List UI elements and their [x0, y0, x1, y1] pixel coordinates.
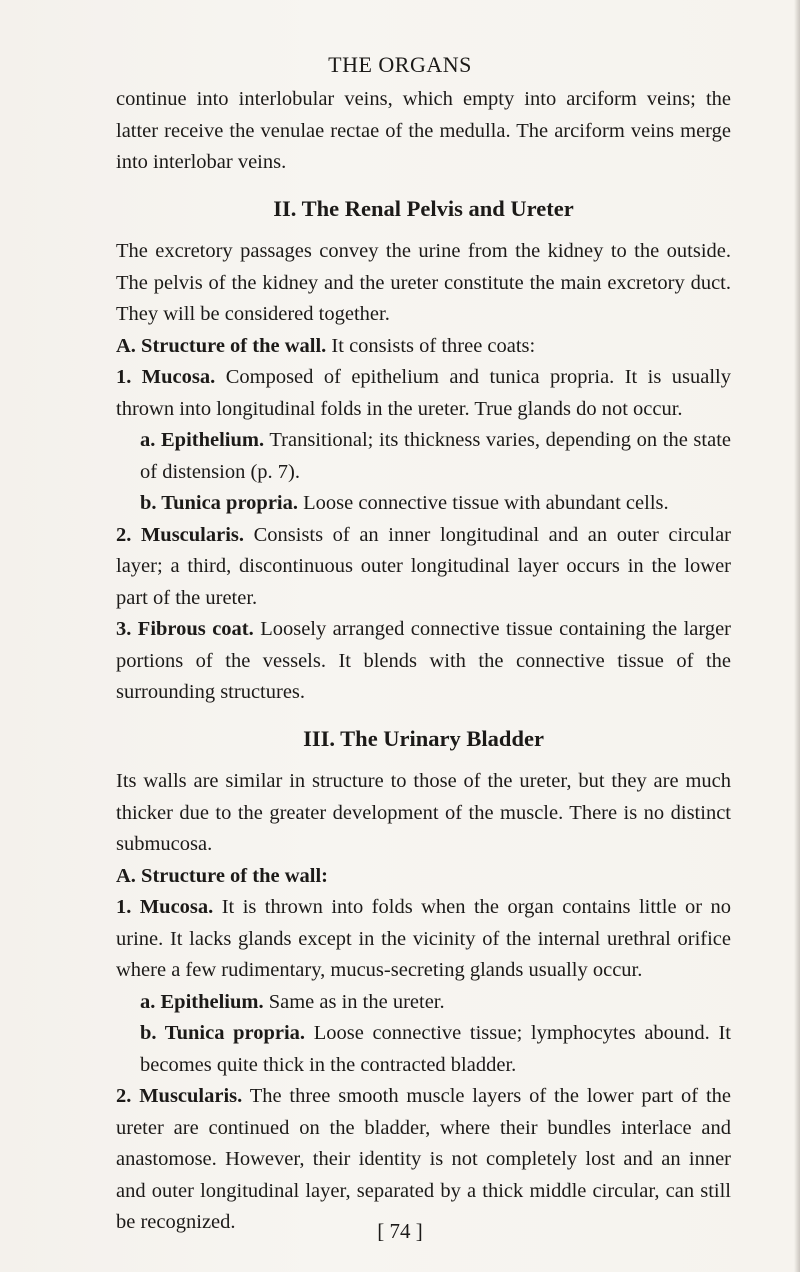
item-lead: 2. Muscularis. [116, 1085, 243, 1107]
list-item-tunica-propria [116, 488, 731, 520]
intro-paragraph: continue into interlobular veins, which empty into arciform veins; the latter receive the venulae rectae of the medulla. The arciform veins merge into interlobar veins. [116, 88, 731, 173]
item-text: Loose connective tissue with abundant cells. [298, 492, 669, 514]
page-edge-shadow [794, 0, 800, 1272]
page-number: [ 74 ] [377, 1219, 423, 1243]
item-text: Transitional; its thickness varies, depending on the state of distension (p. 7). [140, 429, 731, 483]
page-body [116, 84, 731, 1239]
list-item-bladder-epithelium [116, 987, 731, 1019]
item-lead: a. Epithelium. [140, 990, 264, 1013]
item-lead: b. Tunica propria. [140, 1022, 306, 1044]
item-text: Loosely arranged connective tissue containing the larger portions of the vessels. It blends with the connective tissue of the surrounding structures. [116, 618, 731, 703]
list-item-bladder-tunica-propria [116, 1018, 731, 1081]
list-item-structure-of-wall [116, 331, 731, 363]
item-text: The three smooth muscle layers of the lower part of the ureter are continued on the bladder, where their bundles interlace and anastomose. However, their identity is not completely lost and an inner and outer longitudinal layer, separated by a thick middle circular, can still be recognized. [116, 1085, 731, 1233]
item-text: It consists of three coats: [326, 334, 536, 357]
urinary-bladder-paragraph: Its walls are similar in structure to those of the ureter, but they are much thicker due to the greater development of the muscle. There is no distinct submucosa. [116, 770, 731, 855]
item-lead: 1. Mucosa. [116, 366, 216, 388]
list-item-bladder-muscularis [116, 1081, 731, 1239]
section-heading-renal-pelvis: II. The Renal Pelvis and Ureter [273, 195, 574, 221]
list-item-bladder-structure [116, 861, 731, 893]
list-item-mucosa [116, 362, 731, 425]
item-lead: A. Structure of the wall. [116, 334, 327, 357]
item-text: It is thrown into folds when the organ contains little or no urine. It lacks glands except in the vicinity of the internal urethral orifice where a few rudimentary, mucus-secreting glands usually occur. [116, 896, 732, 981]
item-text: Consists of an inner longitudinal and an outer circular layer; a third, discontinuous outer longitudinal layer occurs in the lower part of the ureter. [116, 523, 732, 609]
item-lead: 2. Muscularis. [116, 523, 245, 546]
item-lead: A. Structure of the wall: [116, 864, 328, 887]
renal-pelvis-paragraph: The excretory passages convey the urine from the kidney to the outside. The pelvis of the kidney and the ureter constitute the main excretory duct. They will be considered together. [116, 240, 731, 325]
section-heading-urinary-bladder: III. The Urinary Bladder [303, 725, 544, 751]
item-lead: b. Tunica propria. [140, 492, 298, 514]
list-item-muscularis [116, 520, 731, 615]
item-text: Same as in the ureter. [263, 990, 445, 1013]
list-item-bladder-mucosa [116, 892, 731, 987]
item-lead: 3. Fibrous coat. [116, 618, 254, 640]
running-head: THE ORGANS [328, 52, 472, 77]
list-item-fibrous-coat [116, 614, 731, 709]
list-item-epithelium [116, 425, 731, 488]
item-text: Loose connective tissue; lymphocytes abound. It becomes quite thick in the contracted bladder. [140, 1022, 731, 1076]
item-text: Composed of epithelium and tunica propria. It is usually thrown into longitudinal folds in the ureter. True glands do not occur. [116, 366, 732, 420]
item-lead: a. Epithelium. [140, 429, 265, 451]
item-lead: 1. Mucosa. [116, 896, 214, 918]
